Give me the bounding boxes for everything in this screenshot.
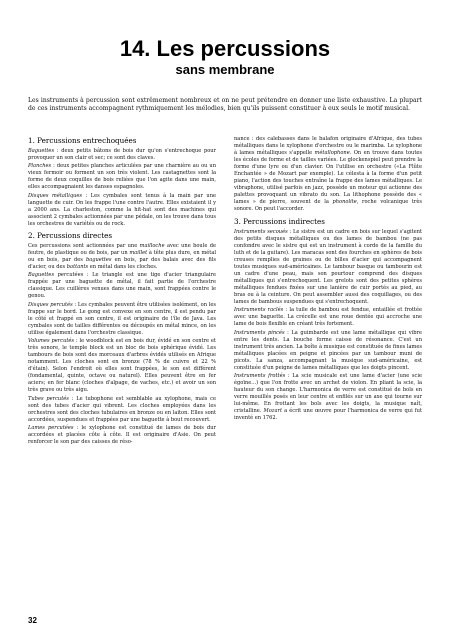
section-heading-directes: 2. Percussions directes — [28, 230, 113, 240]
term-instruments-secoues: Instruments secoués — [234, 228, 288, 235]
paragraph-instruments-secoues — [234, 229, 422, 307]
text-segment: . On en trouve dans toutes les écoles de forme et de tailles variées. Le glockenspiel peut prendre la forme d'une lyre ou d'un clavier. On l'utilise en orchestre («La Flûte Enchantée » de Mozart par exemple). Le célesta à la forme d'un petit piano, l'action des touches entraîne la frappe des lames métalliques. Le vibraphone, utilisé parfois en jazz, possède un moteur qui actionne des palettes provoquant un vibrato du son. La lithophone possède des « lames » de pierre, souvent de la — [234, 150, 422, 206]
term-mailloche: mailloche — [139, 242, 165, 249]
right-column — [234, 136, 422, 424]
text-instruments-frottes-end: a écrit une œuvre pour l'harmonica de verre qui fut inventé en 1762. — [234, 408, 422, 422]
intro-paragraph: Les instruments à percussion sont extrêmement nombreux et on ne peut prétendre en donner une liste exhaustive. La plupart de ces instruments accompagnent rythmiquement les mélodies, bien qu'ils puissent constituer à eux seuls le motif musical. — [28, 97, 422, 113]
text-disques-percutes: : Les cymbales peuvent être utilisées isolément, on les frappe sur le bord. Le gong est convexe en son centre, il est pendu par le côté et frappé en son centre, il est originaire de l'île de Java. Les cymbales sont de tailles différentes ou découpés en métal mince, on les utilise également dans l'orchestre classique. — [28, 301, 216, 336]
page-title: 14. Les percussions — [119, 36, 331, 61]
paragraph-lames-continued — [234, 136, 422, 214]
term-phonolite: phonolite — [332, 199, 357, 206]
paragraph-directes-intro — [28, 243, 216, 271]
text-segment: en bois, par des balais avec des fils d'acier, ou des — [28, 256, 216, 271]
term-disques-percutes: Disques percutés — [28, 301, 73, 308]
text-instruments-pinces: : La guimbarde est une lame métallique qui vibre entre les dents. La bouche forme caisse de résonance. C'est un instrument très ancien. La boîte à musique est constituée de fines lames métalliques placées en peigne et pincées par un tambour muni de picots. La sanza, accompagnant la musique sud-américaine, est constituée d'un peigne de lames métalliques que les doigts pincent. — [234, 329, 422, 371]
term-planches: Planches — [28, 163, 52, 170]
paragraph-baguettes — [28, 148, 216, 162]
text-instruments-secoues: : Le sistre est un cadre en bois sur lequel s'agitent des petits disques métalliques ou des lames de bambou (ne pas confondre avec le sistre qui est un instrument à corde de la famille du luth et de la guitare). Les maracas sont des fourches en sphères de bois creuses remplies de graines ou de billes d'acier qui accompagnent toutes musiques sud-américaines. Le tambour basque ou tambourin est un cadre d'une peau, mais son pourtour comprend des disques métalliques qui s'entrechoquent. Les grelots sont des petites sphères métalliques fendues fixées sur une lanière de cuir portés au pied, au bras ou à la ceinture. On peut assembler aussi des coquillages, ou des lames de bambous suspendues qui s'entrechoquent. — [234, 228, 422, 305]
term-instruments-pinces: Instruments pincés — [234, 329, 285, 336]
text-instruments-racles: : la tuile de bambou est fendue, entaillée et frottée avec une baguette. La crécelle est une roue dentée qui accroche une lame de bois flexible en créant très fortement. — [234, 307, 422, 328]
term-mozart: Mozart — [263, 408, 282, 415]
term-battants: battants — [66, 264, 89, 271]
text-planches: : deux petites planches articulées par une charnière au ou un vieux fermoir ou forment un son très violent. Les castagnettes sont la forme de deux coquilles de bois reliées que l'on agite dans une main, elles accompagnaient les danses espagnoles. — [28, 163, 216, 191]
term-baguettes: Baguettes — [28, 148, 55, 154]
term-maillet: maillet — [129, 249, 148, 256]
term-baguettes-percutees: Baguettes percutées — [28, 272, 84, 279]
term-disques-metalliques: Disques métalliques — [28, 192, 82, 199]
left-column — [28, 136, 216, 447]
text-disques-metalliques: : Les cymbales sont tenus à la main par une languette de cuir. On les frappe l'une contre l'autre. Elles existaient il y a 2000 ans. La charleston, comme la hit-hat sont des machines qui associent 2 cymbales actionnées par une pédale, on les trouve dans tous les orchestres de variétés ou de rock. — [28, 192, 216, 227]
text-segment: à tête plus dure, en métal ou en bois, par des — [28, 249, 216, 263]
term-metallophone: métallophone — [314, 150, 350, 157]
paragraph-volumes-percutes — [28, 338, 216, 394]
paragraph-instruments-racles — [234, 307, 422, 328]
paragraph-baguettes-percutees — [28, 272, 216, 300]
paragraph-instruments-pinces — [234, 330, 422, 372]
text-lames-percutees: : le xylophone est constitué de lames de bois dur accordées et placées côte à côte. Il est originaire d'Asie. On peut renforcer le son par des caisses de réso- — [28, 425, 216, 446]
text-segment: Ces percussions sont actionnées par une — [28, 242, 140, 249]
text-baguettes-percutees: : Le triangle est une tige d'acier triangulaire frappée par une baguette de métal, il fait partie de l'orchestre classique. Les cuillères venues dans une main, sont frappées contre le genou. — [28, 272, 216, 300]
section-heading-entrechoquees: 1. Percussions entrechoquées — [28, 136, 137, 145]
text-segment: en métal dans les cloches. — [88, 264, 158, 271]
text-segment: nance : des calebasses dans le balafon originaire d'Afrique, des tubes métalliques dans le xylophone d'orchestre ou le marimba. Le xylophone à lames métalliques s'appelle — [234, 136, 422, 157]
paragraph-instruments-frottes — [234, 373, 422, 422]
paragraph-planches — [28, 163, 216, 191]
term-instruments-racles: Instruments raclés — [234, 307, 284, 314]
text-instruments-frottes: : La scie musicale est une lame d'acier (une scie égoïne...) que l'on frotte avec un archet de violon. En pliant la scie, la hauteur du son change. L'harmonica de verre est constitué de bols en verre mouillés posés en leur centre et enfilés sur un axe qui tourne sur lui-même. En frottant les bols avec les doigts, la musique naît, cristalline. — [234, 373, 423, 415]
section-heading-indirectes: 3. Percussions indirectes — [234, 216, 325, 226]
page-number: 32 — [28, 616, 37, 625]
paragraph-disques-percutes — [28, 302, 216, 337]
page-subtitle: sans membrane — [175, 62, 275, 77]
term-tubes-percutes: Tubes percutés — [28, 395, 69, 402]
term-baguettes-bois: baguettes — [85, 256, 112, 263]
text-segment: avec une boule de feutre, de plastique ou de bois, par un — [28, 242, 216, 256]
paragraph-tubes-percutes — [28, 396, 216, 424]
text-baguettes: : deux petits bâtons de bois dur qu'on s'entrechoque pour provoquer un son clair et sec; ce sont des claves. — [28, 148, 216, 162]
text-tubes-percutes: : Le tubophone est semblable au xylophone, mais ce sont des tubes d'acier qui vibrent. Les cloches employées dans les orchestres sont des cloches tubulaires en bronze ou en laiton. Elles sont accordées, suspendues et frappées par une baguette à bout recouvert. — [28, 395, 216, 423]
term-volumes-percutes: Volumes percutés — [28, 338, 75, 345]
text-volumes-percutes: : le woodblock est en bois dur, évidé en son centre et très sonore, le temple block est un bloc de bois sphérique évidé. Les tambours de bois sont des morceaux d'arbres évidés utilisés en Afrique notamment. Les cloches sont en bronze (78 % de cuivre et 22 % d'étain). Selon l'endroit où elles sont frappées, le son est différent (fondamental, quinte, octave ou naturel). Elles peuvent être en fer aciers; en fer blanc (cloches d'alpage, de vaches, etc.) et avoir un son très grave ou très aigu. — [28, 338, 216, 394]
term-lames-percutees: Lames percutées — [28, 425, 74, 431]
paragraph-lames-percutees — [28, 425, 216, 446]
text-segment: , roche volcanique très sonore. On peut l'accorder. — [234, 199, 422, 213]
paragraph-disques-metalliques — [28, 193, 216, 228]
term-instruments-frottes: Instruments frottés — [234, 373, 286, 380]
